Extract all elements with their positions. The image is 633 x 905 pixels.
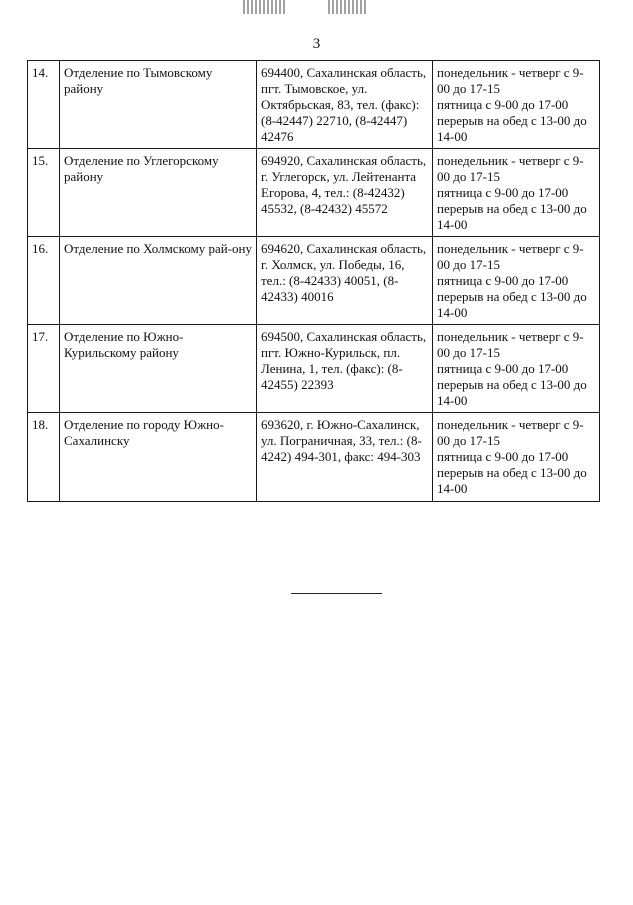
hours-friday: пятница с 9-00 до 17-00 xyxy=(437,185,569,200)
office-hours xyxy=(433,325,600,413)
hours-weekdays: понедельник - четверг с 9-00 до 17-15 xyxy=(437,329,584,360)
office-name: Отделение по Южно-Курильскому району xyxy=(60,325,257,413)
office-hours xyxy=(433,149,600,237)
hours-lunch: перерыв на обед с 13-00 до 14-00 xyxy=(437,201,587,232)
table-row xyxy=(28,61,600,149)
hours-weekdays: понедельник - четверг с 9-00 до 17-15 xyxy=(437,417,584,448)
scan-artifact xyxy=(328,0,368,14)
office-name: Отделение по городу Южно-Сахалинску xyxy=(60,413,257,502)
table-row xyxy=(28,149,600,237)
office-hours xyxy=(433,237,600,325)
row-number: 14. xyxy=(28,61,60,149)
hours-weekdays: понедельник - четверг с 9-00 до 17-15 xyxy=(437,65,584,96)
scan-artifact xyxy=(243,0,287,14)
hours-lunch: перерыв на обед с 13-00 до 14-00 xyxy=(437,465,587,496)
office-name: Отделение по Тымовскому району xyxy=(60,61,257,149)
hours-lunch: перерыв на обед с 13-00 до 14-00 xyxy=(437,289,587,320)
office-address: 694500, Сахалинская область, пгт. Южно-Курильск, пл. Ленина, 1, тел. (факс): (8-42455) 22393 xyxy=(257,325,433,413)
hours-friday: пятница с 9-00 до 17-00 xyxy=(437,361,569,376)
office-name: Отделение по Холмскому рай-ону xyxy=(60,237,257,325)
row-number: 15. xyxy=(28,149,60,237)
row-number: 17. xyxy=(28,325,60,413)
table-row xyxy=(28,325,600,413)
office-hours xyxy=(433,413,600,502)
hours-friday: пятница с 9-00 до 17-00 xyxy=(437,97,569,112)
page-number: 3 xyxy=(312,36,321,52)
hours-weekdays: понедельник - четверг с 9-00 до 17-15 xyxy=(437,153,584,184)
office-name: Отделение по Углегорскому району xyxy=(60,149,257,237)
hours-friday: пятница с 9-00 до 17-00 xyxy=(437,273,569,288)
row-number: 16. xyxy=(28,237,60,325)
table-row xyxy=(28,237,600,325)
hours-weekdays: понедельник - четверг с 9-00 до 17-15 xyxy=(437,241,584,272)
offices-table xyxy=(27,60,600,502)
row-number: 18. xyxy=(28,413,60,502)
hours-lunch: перерыв на обед с 13-00 до 14-00 xyxy=(437,113,587,144)
end-divider xyxy=(291,593,382,594)
hours-lunch: перерыв на обед с 13-00 до 14-00 xyxy=(437,377,587,408)
office-address: 694400, Сахалинская область, пгт. Тымовское, ул. Октябрьская, 83, тел. (факс): (8-42447) 22710, (8-42447) 42476 xyxy=(257,61,433,149)
office-hours xyxy=(433,61,600,149)
office-address: 694620, Сахалинская область, г. Холмск, ул. Победы, 16, тел.: (8-42433) 40051, (8-42433) 40016 xyxy=(257,237,433,325)
table-row xyxy=(28,413,600,502)
hours-friday: пятница с 9-00 до 17-00 xyxy=(437,449,569,464)
office-address: 693620, г. Южно-Сахалинск, ул. Пограничная, 33, тел.: (8-4242) 494-301, факс: 494-303 xyxy=(257,413,433,502)
office-address: 694920, Сахалинская область, г. Углегорск, ул. Лейтенанта Егорова, 4, тел.: (8-42432) 45532, (8-42432) 45572 xyxy=(257,149,433,237)
